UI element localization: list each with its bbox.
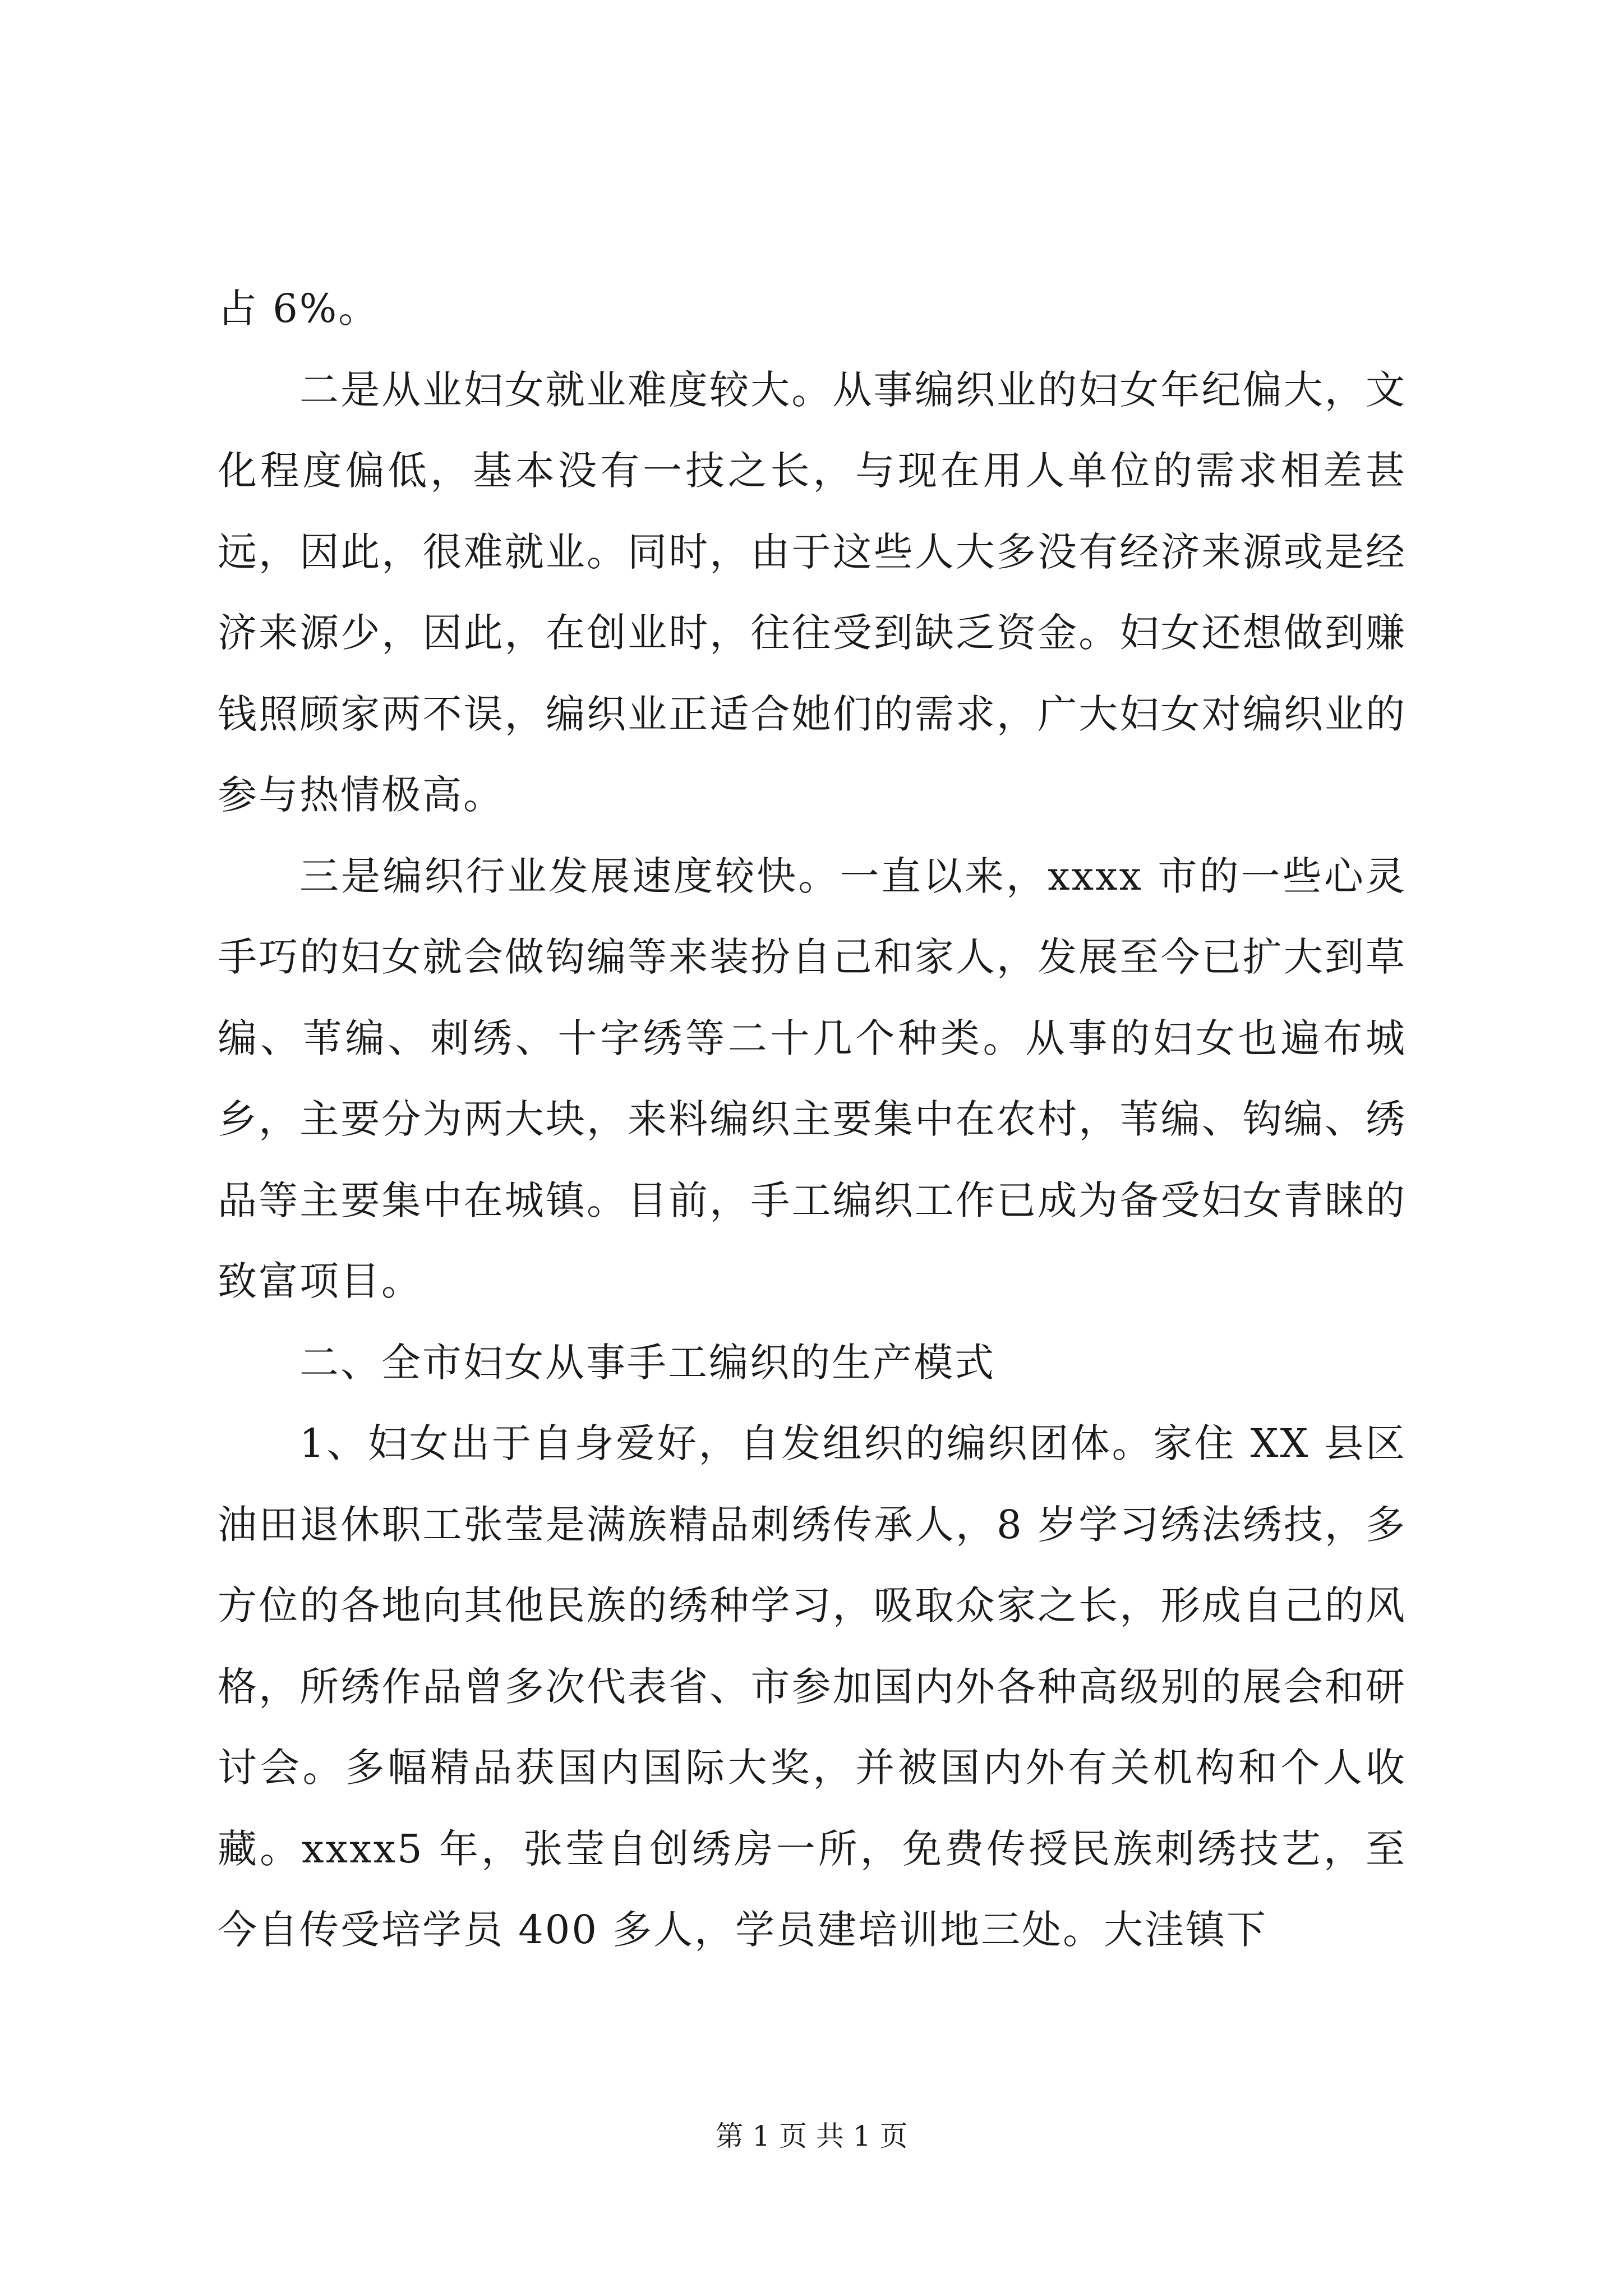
page-number-footer: 第 1 页 共 1 页: [715, 2120, 908, 2152]
section-heading: 二、全市妇女从事手工编织的生产模式: [299, 1339, 995, 1386]
paragraph-self-organized-groups: 1、妇女出于自身爱好，自发组织的编织团体。家住 XX 县区油田退休职工张莹是满族精品刺绣传承人，8 岁学习绣法绣技，多方位的各地向其他民族的绣种学习，吸取众家之长，形成自己的风格，所绣作品曾多次代表省、市参加国内外各种高级别的展会和研讨会。多幅精品获国内国际大奖，并被国内外有关机构和个人收藏。xxxx5 年，张莹自创绣房一所，免费传授民族刺绣技艺，至今自传受培学员 400 多人，学员建培训地三处。大洼镇下: [218, 1420, 1407, 1953]
paragraph-continuation: 占 6%。: [218, 286, 380, 332]
document-body: [218, 268, 1407, 1971]
paragraph-employment-difficulty: 二是从业妇女就业难度较大。从事编织业的妇女年纪偏大，文化程度偏低，基本没有一技之长，与现在用人单位的需求相差甚远，因此，很难就业。同时，由于这些人大多没有经济来源或是经济来源少，因此，在创业时，往往受到缺乏资金。妇女还想做到赚钱照顾家两不误，编织业正适合她们的需求，广大妇女对编织业的参与热情极高。: [218, 366, 1407, 818]
paragraph-industry-growth: 三是编织行业发展速度较快。一直以来，xxxx 市的一些心灵手巧的妇女就会做钩编等来装扮自己和家人，发展至今已扩大到草编、苇编、刺绣、十字绣等二十几个种类。从事的妇女也遍布城乡，主要分为两大块，来料编织主要集中在农村，苇编、钩编、绣品等主要集中在城镇。目前，手工编织工作已成为备受妇女青睐的致富项目。: [218, 853, 1407, 1304]
